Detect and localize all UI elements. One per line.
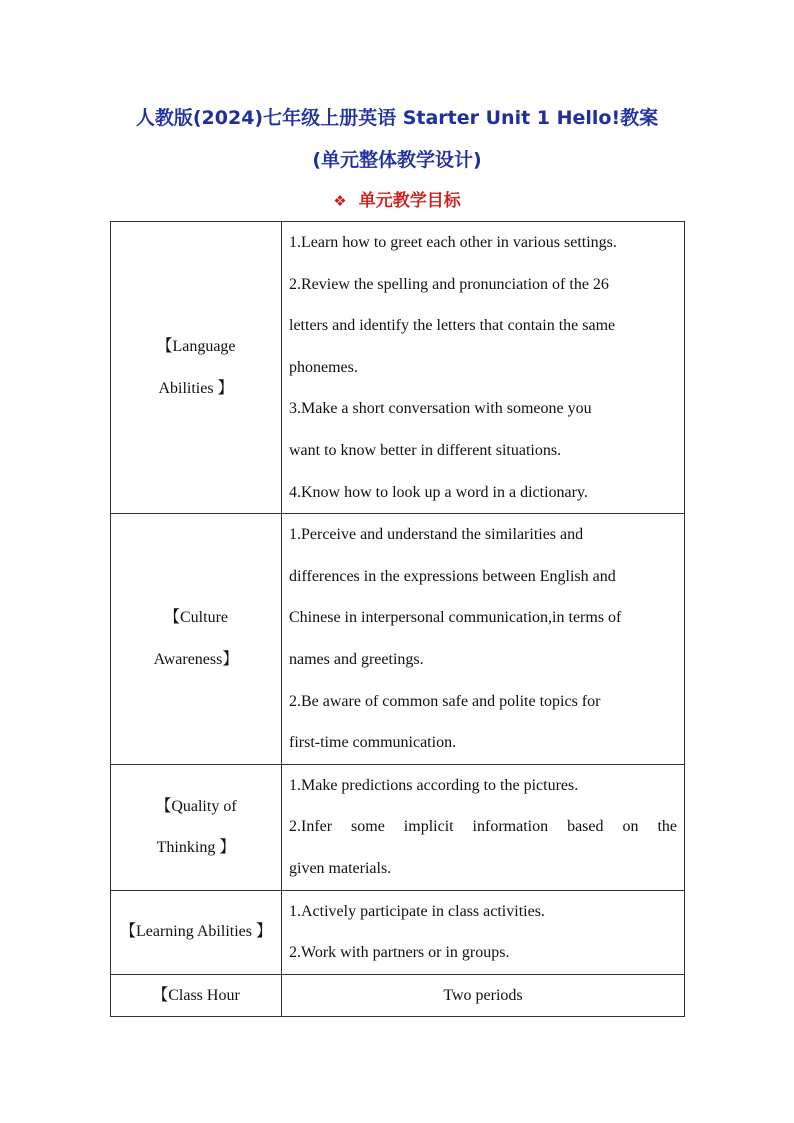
content-line: 4.Know how to look up a word in a dictionary.	[289, 483, 588, 501]
content-line: want to know better in different situations.	[289, 441, 562, 459]
content-line: 1.Actively participate in class activities.	[289, 902, 545, 920]
content-line: Chinese in interpersonal communication,in terms of	[289, 609, 622, 627]
content-line: names and greetings.	[289, 650, 424, 668]
row-content-quality-of-thinking	[282, 764, 685, 890]
content-line: 2.Infer some implicit information based on the	[289, 818, 677, 836]
label-line: 【Culture	[164, 609, 228, 627]
content-line: 1.Perceive and understand the similarities and	[289, 526, 584, 544]
content-line: 2.Work with partners or in groups.	[289, 944, 510, 962]
row-label-culture-awareness	[111, 514, 282, 765]
row-label-class-hour	[111, 974, 282, 1017]
row-label-quality-of-thinking	[111, 764, 282, 890]
content-line: 2.Be aware of common safe and polite topics for	[289, 692, 601, 710]
content-line: phonemes.	[289, 358, 358, 376]
content-line: 2.Review the spelling and pronunciation of the 26	[289, 275, 609, 293]
content-line: 3.Make a short conversation with someone you	[289, 400, 592, 418]
row-label-learning-abilities	[111, 890, 282, 974]
content-line: 1.Make predictions according to the pictures.	[289, 776, 579, 794]
content-line: differences in the expressions between English and	[289, 567, 616, 585]
label-line: 【Class Hour	[152, 986, 240, 1004]
label-line: 【Quality of	[155, 797, 237, 815]
label-line: Abilities 】	[158, 379, 234, 397]
teaching-goals-table	[110, 221, 685, 1017]
document-title: 人教版(2024)七年级上册英语 Starter Unit 1 Hello!教案	[135, 107, 659, 129]
content-line: first-time communication.	[289, 734, 457, 752]
row-content-language-abilities	[282, 222, 685, 514]
document-subtitle: (单元整体教学设计)	[312, 149, 482, 171]
row-content-class-hour	[282, 974, 685, 1017]
row-label-language-abilities	[111, 222, 282, 514]
label-line: 【Learning Abilities 】	[120, 923, 272, 941]
table-row	[111, 974, 685, 1017]
content-line: Two periods	[443, 986, 523, 1004]
section-heading	[0, 188, 794, 214]
content-line: 1.Learn how to greet each other in various settings.	[289, 234, 617, 251]
label-line: Awareness】	[153, 650, 239, 668]
row-content-culture-awareness	[282, 514, 685, 765]
table-row	[111, 514, 685, 765]
table-row	[111, 222, 685, 514]
section-heading-text: 单元教学目标	[358, 191, 461, 211]
label-line: Thinking 】	[156, 839, 236, 857]
row-content-learning-abilities	[282, 890, 685, 974]
content-line: given materials.	[289, 859, 392, 877]
diamond-bullet-icon: ❖	[333, 192, 347, 210]
label-line: 【Language	[156, 337, 236, 355]
content-line: letters and identify the letters that contain the same	[289, 317, 616, 335]
table-row	[111, 764, 685, 890]
table-row	[111, 890, 685, 974]
